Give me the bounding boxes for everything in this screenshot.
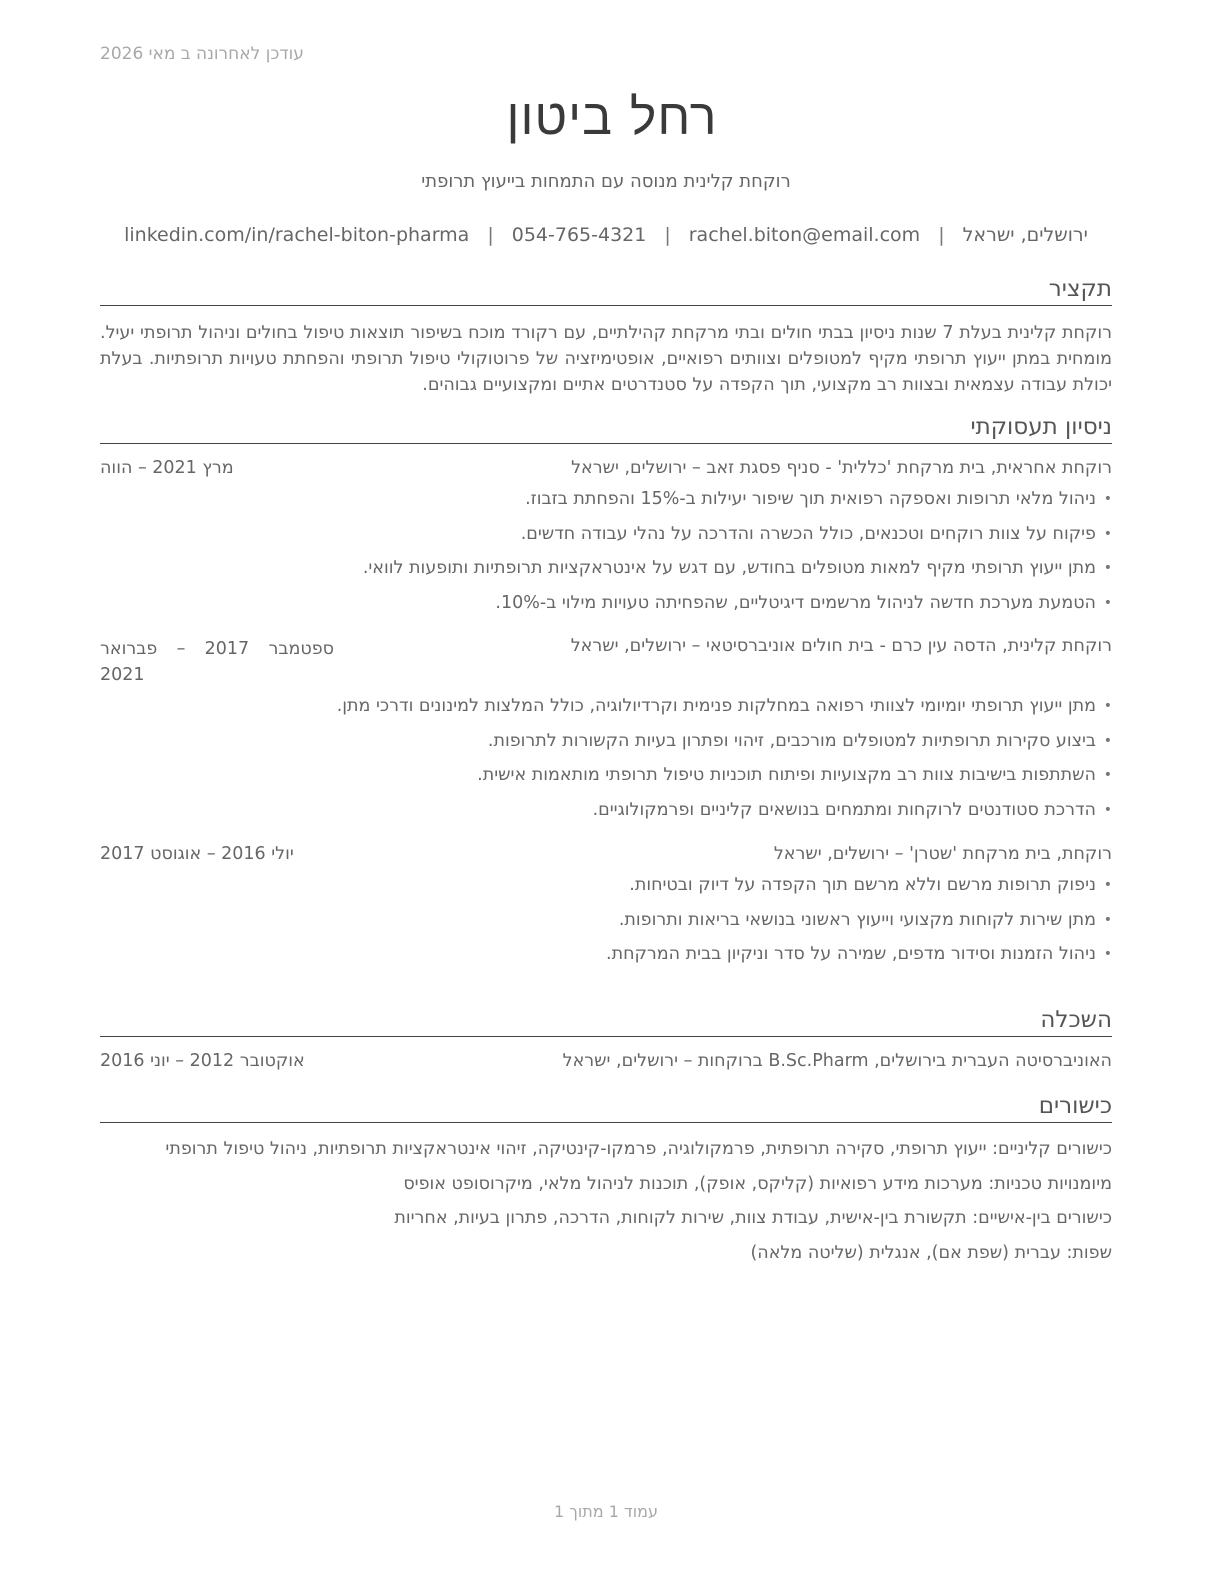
- job-title: רוקחת, בית מרקחת 'שטרן' – ירושלים, ישראל: [773, 844, 1112, 864]
- contact-location: ירושלים, ישראל: [962, 224, 1088, 246]
- job-bullet: • ניהול מלאי תרופות ואספקה רפואית תוך שיפור יעילות ב-15% והפחתת בזבוז.: [100, 484, 1112, 519]
- skills-section: [100, 1093, 1112, 1270]
- contact-separator: |: [664, 224, 671, 246]
- page-footer: עמוד 1 מתוך 1: [554, 1502, 658, 1521]
- contact-separator: |: [938, 224, 945, 246]
- job-entry: [100, 844, 1112, 974]
- job-entry: [100, 636, 1112, 829]
- job-bullet: • הדרכת סטודנטים לרוקחות ומתמחים בנושאים קליניים ופרמקולוגיים.: [100, 795, 1112, 830]
- job-title: רוקחת אחראית, בית מרקחת 'כללית' - סניף פסגת זאב – ירושלים, ישראל: [571, 458, 1112, 478]
- contact-linkedin[interactable]: linkedin.com/in/rachel-biton-pharma: [124, 224, 470, 246]
- job-bullet: • השתתפות בישיבות צוות רב מקצועיות ופיתוח תוכניות טיפול תרופתי מותאמות אישית.: [100, 760, 1112, 795]
- job-header: [100, 844, 1112, 870]
- contact-line: [0, 224, 1212, 246]
- last-updated: עודכן לאחרונה ב מאי 2026: [100, 44, 304, 64]
- contact-separator: |: [487, 224, 494, 246]
- experience-heading: ניסיון תעסוקתי: [100, 414, 1112, 444]
- job-bullets: [100, 484, 1112, 622]
- contact-email[interactable]: rachel.biton@email.com: [688, 224, 921, 246]
- summary-heading: תקציר: [100, 276, 1112, 306]
- skills-line: מיומנויות טכניות: מערכות מידע רפואיות (קליקס, אופק), תוכנות לניהול מלאי, מיקרוסופט אופיס: [403, 1173, 1112, 1194]
- summary-text: רוקחת קלינית בעלת 7 שנות ניסיון בבתי חולים ובתי מרקחת קהילתיים, עם רקורד מוכח בשיפור תוצאות טיפול בחולים וניהול תרופתי יעיל. מומחית במתן ייעוץ תרופתי מקיף למטופלים וצוותים רפואיים, אופטימיזציה של פרוטוקולי טיפול תרופתי והפחתת טעויות תרופתיות. בעלת יכולת עבודה עצמאית ובצוות רב מקצועי, תוך הקפדה על סטנדרטים אתיים ומקצועיים גבוהים.: [100, 323, 1113, 395]
- education-header: [100, 1051, 1112, 1077]
- education-degree: האוניברסיטה העברית בירושלים, B.Sc.Pharm ברוקחות – ירושלים, ישראל: [562, 1051, 1112, 1071]
- skills-list: [100, 1132, 1112, 1270]
- job-bullets: [100, 870, 1112, 974]
- job-entry: [100, 458, 1112, 622]
- contact-phone[interactable]: 054-765-4321: [511, 224, 647, 246]
- job-dates: ספטמבר 2017 – פברואר 2021: [100, 639, 334, 685]
- education-section: [100, 1007, 1112, 1077]
- education-dates: אוקטובר 2012 – יוני 2016: [100, 1051, 305, 1071]
- experience-section: [100, 414, 1112, 974]
- job-bullet: • הטמעת מערכת חדשה לניהול מרשמים דיגיטליים, שהפחיתה טעויות מילוי ב-10%.: [100, 588, 1112, 623]
- skills-line: כישורים קליניים: ייעוץ תרופתי, סקירה תרופתית, פרמקולוגיה, פרמקו-קינטיקה, זיהוי אינטראקציות תרופתיות, ניהול טיפול תרופתי: [165, 1139, 1112, 1159]
- job-dates: מרץ 2021 – הווה: [100, 458, 234, 478]
- job-bullet: • מתן ייעוץ תרופתי יומיומי לצוותי רפואה במחלקות פנימית וקרדיולוגיה, כולל המלצות למינונים ודרכי מתן.: [100, 691, 1112, 726]
- job-bullet: • ניהול הזמנות וסידור מדפים, שמירה על סדר וניקיון בבית המרקחת.: [100, 939, 1112, 974]
- education-heading: השכלה: [100, 1007, 1112, 1037]
- job-title: רוקחת קלינית, הדסה עין כרם - בית חולים אוניברסיטאי – ירושלים, ישראל: [570, 636, 1112, 656]
- summary-section: [100, 276, 1112, 398]
- candidate-name: רחל ביטון: [506, 88, 718, 146]
- education-entry: [100, 1051, 1112, 1077]
- skills-line: כישורים בין-אישיים: תקשורת בין-אישית, עבודת צוות, שירות לקוחות, הדרכה, פתרון בעיות, אחריות: [394, 1208, 1112, 1228]
- job-header: [100, 636, 1112, 691]
- job-header: [100, 458, 1112, 484]
- candidate-subtitle: רוקחת קלינית מנוסה עם התמחות בייעוץ תרופתי: [421, 171, 791, 192]
- job-dates: יולי 2016 – אוגוסט 2017: [100, 844, 294, 864]
- job-bullets: [100, 691, 1112, 829]
- skills-line: שפות: עברית (שפת אם), אנגלית (שליטה מלאה): [750, 1242, 1112, 1263]
- job-bullet: • מתן שירות לקוחות מקצועי וייעוץ ראשוני בנושאי בריאות ותרופות.: [100, 905, 1112, 940]
- job-bullet: • פיקוח על צוות רוקחים וטכנאים, כולל הכשרה והדרכה על נהלי עבודה חדשים.: [100, 519, 1112, 554]
- job-bullet: • מתן ייעוץ תרופתי מקיף למאות מטופלים בחודש, עם דגש על אינטראקציות תרופתיות ותופעות לוואי.: [100, 553, 1112, 588]
- job-bullet: • ניפוק תרופות מרשם וללא מרשם תוך הקפדה על דיוק ובטיחות.: [100, 870, 1112, 905]
- skills-heading: כישורים: [100, 1093, 1112, 1123]
- job-bullet: • ביצוע סקירות תרופתיות למטופלים מורכבים, זיהוי ופתרון בעיות הקשורות לתרופות.: [100, 726, 1112, 761]
